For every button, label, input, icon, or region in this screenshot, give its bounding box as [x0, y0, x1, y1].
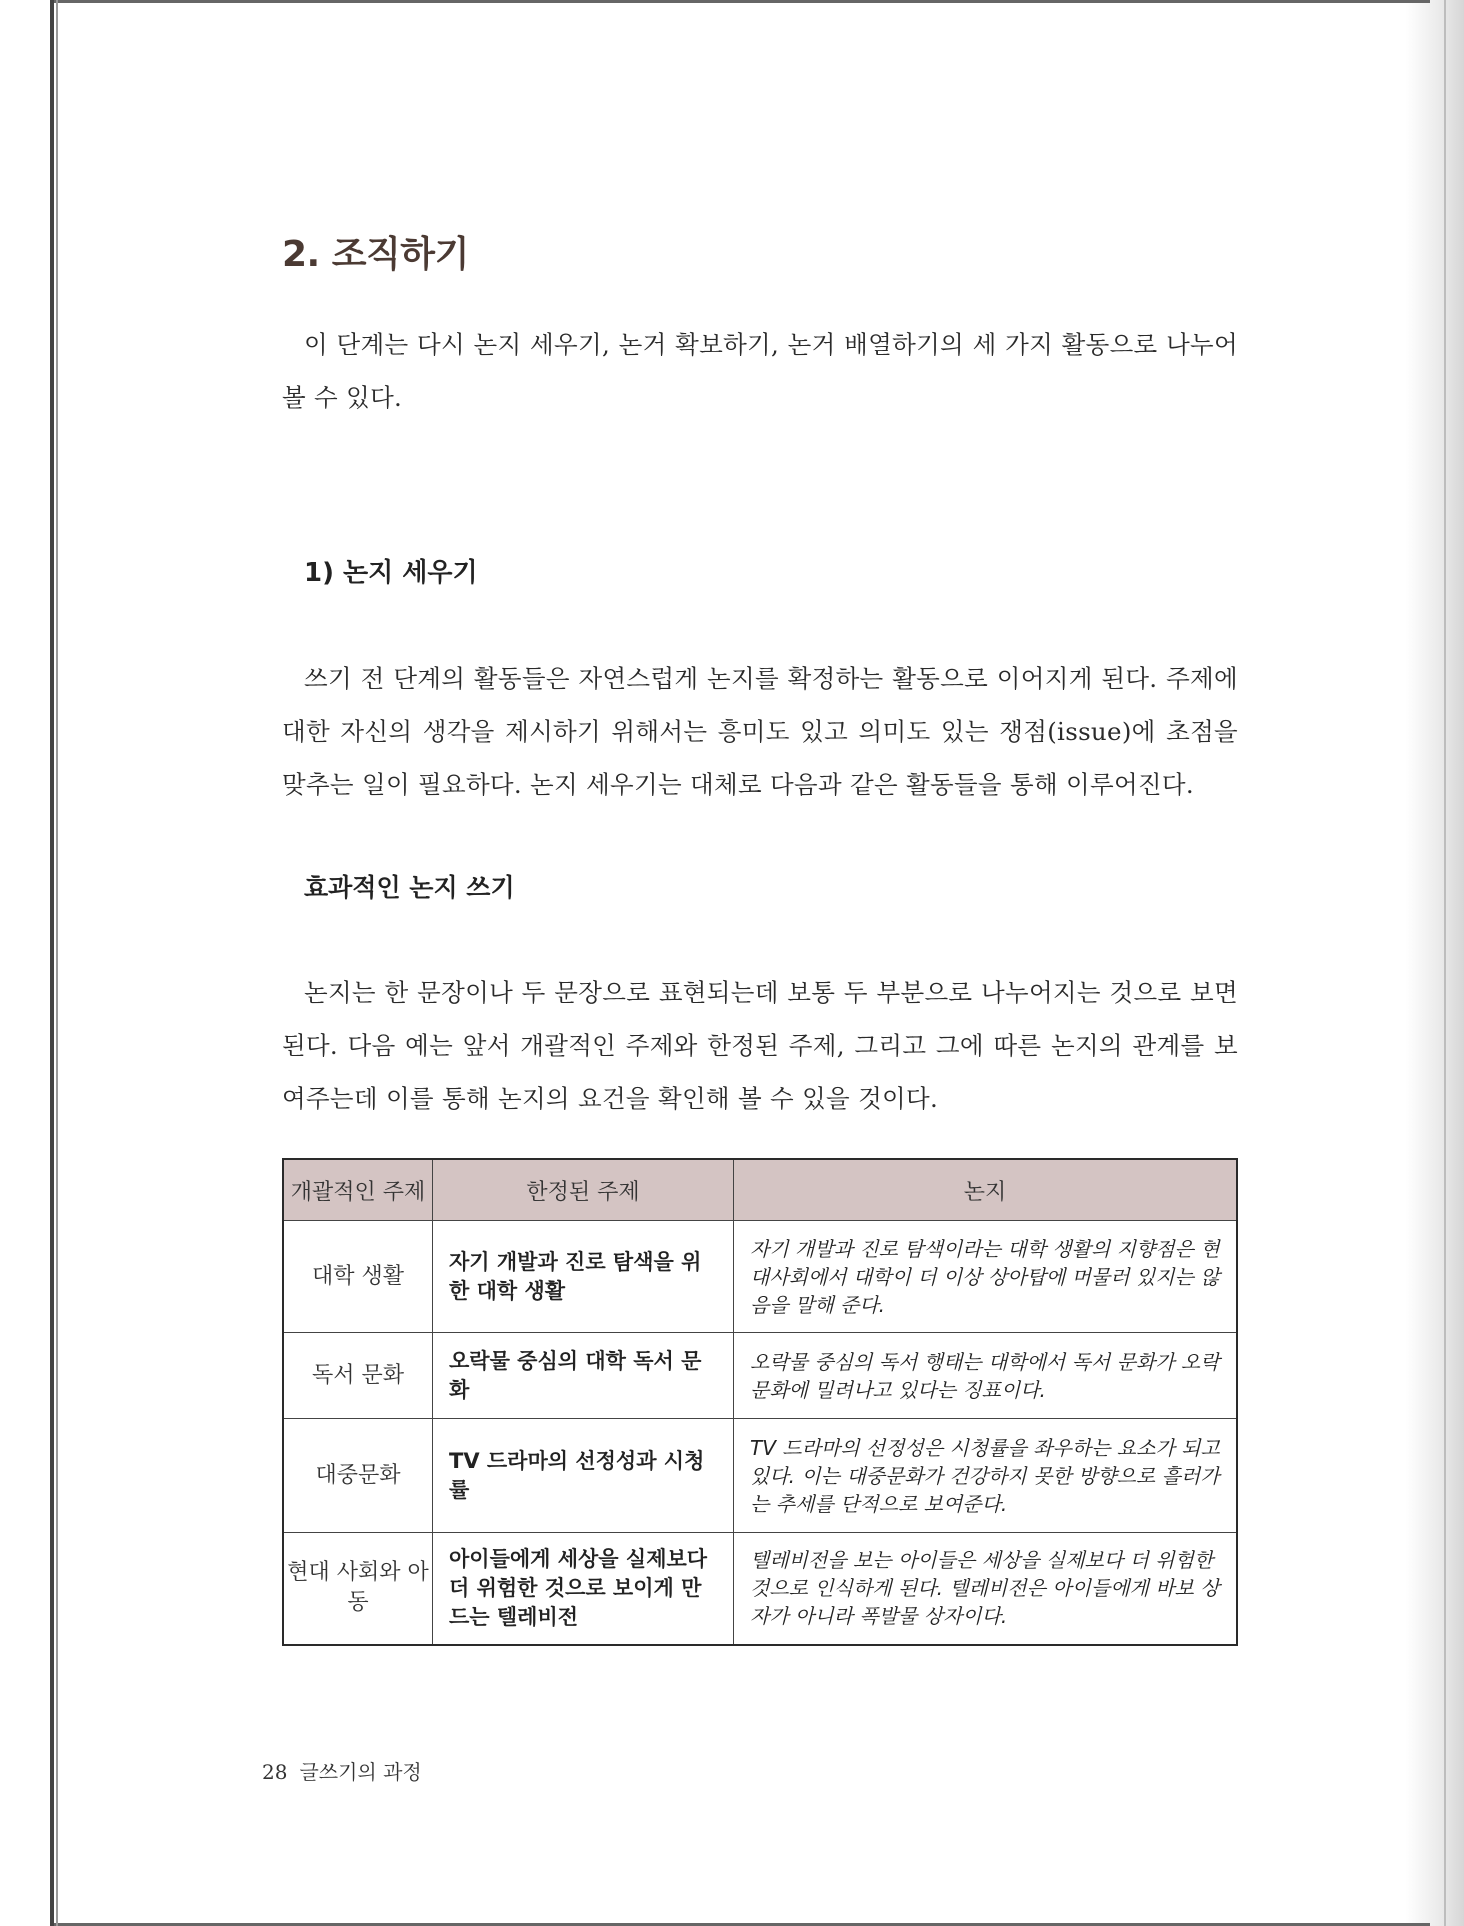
page-right-edge [1444, 0, 1446, 1926]
cell-limited-topic: 오락물 중심의 대학 독서 문화 [433, 1333, 734, 1419]
thesis-example-table [282, 1158, 1238, 1646]
cell-limited-topic: TV 드라마의 선정성과 시청률 [433, 1419, 734, 1533]
cell-thesis: 자기 개발과 진로 탐색이라는 대학 생활의 지향점은 현대사회에서 대학이 더 이상 상아탑에 머물러 있지는 않음을 말해 준다. [734, 1221, 1238, 1333]
chapter-title: 글쓰기의 과정 [299, 1760, 422, 1784]
thesis-paragraph: 쓰기 전 단계의 활동들은 자연스럽게 논지를 확정하는 활동으로 이어지게 된다. 주제에 대한 자신의 생각을 제시하기 위해서는 흥미도 있고 의미도 있는 쟁점(issue)에 초점을 맞추는 일이 필요하다. 논지 세우기는 대체로 다음과 같은 활동들을 통해 이루어진다. [282, 664, 1238, 799]
cell-thesis: 오락물 중심의 독서 행태는 대학에서 독서 문화가 오락 문화에 밀려나고 있다는 징표이다. [734, 1333, 1238, 1419]
header-thesis: 논지 [734, 1159, 1238, 1221]
book-spine-inner-edge [56, 0, 58, 1926]
subsection-title-effective-thesis: 효과적인 논지 쓰기 [304, 873, 515, 902]
cell-thesis: TV 드라마의 선정성은 시청률을 좌우하는 요소가 되고 있다. 이는 대중문화가 건강하지 못한 방향으로 흘러가는 추세를 단적으로 보여준다. [734, 1419, 1238, 1533]
table-row [283, 1221, 1237, 1333]
cell-limited-topic: 아이들에게 세상을 실제보다 더 위험한 것으로 보이게 만드는 텔레비전 [433, 1533, 734, 1645]
table-header-row [283, 1159, 1237, 1221]
page-footer [262, 1756, 422, 1785]
table-row [283, 1419, 1237, 1533]
effective-thesis-paragraph: 논지는 한 문장이나 두 문장으로 표현되는데 보통 두 부분으로 나누어지는 것으로 보면 된다. 다음 예는 앞서 개괄적인 주제와 한정된 주제, 그리고 그에 따른 논지의 관계를 보여주는데 이를 통해 논지의 요건을 확인해 볼 수 있을 것이다. [282, 978, 1238, 1113]
page-number: 28 [262, 1760, 288, 1784]
cell-limited-topic: 자기 개발과 진로 탐색을 위한 대학 생활 [433, 1221, 734, 1333]
cell-general-topic: 독서 문화 [283, 1333, 433, 1419]
cell-general-topic: 대학 생활 [283, 1221, 433, 1333]
book-spine-edge [50, 0, 54, 1926]
header-limited-topic: 한정된 주제 [433, 1159, 734, 1221]
cell-general-topic: 현대 사회와 아동 [283, 1533, 433, 1645]
cell-general-topic: 대중문화 [283, 1419, 433, 1533]
page-top-edge [50, 0, 1430, 3]
section-title: 2. 조직하기 [282, 234, 469, 275]
table-row [283, 1333, 1237, 1419]
table-row [283, 1533, 1237, 1645]
cell-thesis: 텔레비전을 보는 아이들은 세상을 실제보다 더 위험한 것으로 인식하게 된다. 텔레비전은 아이들에게 바보 상자가 아니라 폭발물 상자이다. [734, 1533, 1238, 1645]
header-general-topic: 개괄적인 주제 [283, 1159, 433, 1221]
subsection-title-thesis: 1) 논지 세우기 [304, 558, 478, 588]
intro-paragraph: 이 단계는 다시 논지 세우기, 논거 확보하기, 논거 배열하기의 세 가지 활동으로 나누어 볼 수 있다. [282, 330, 1238, 412]
